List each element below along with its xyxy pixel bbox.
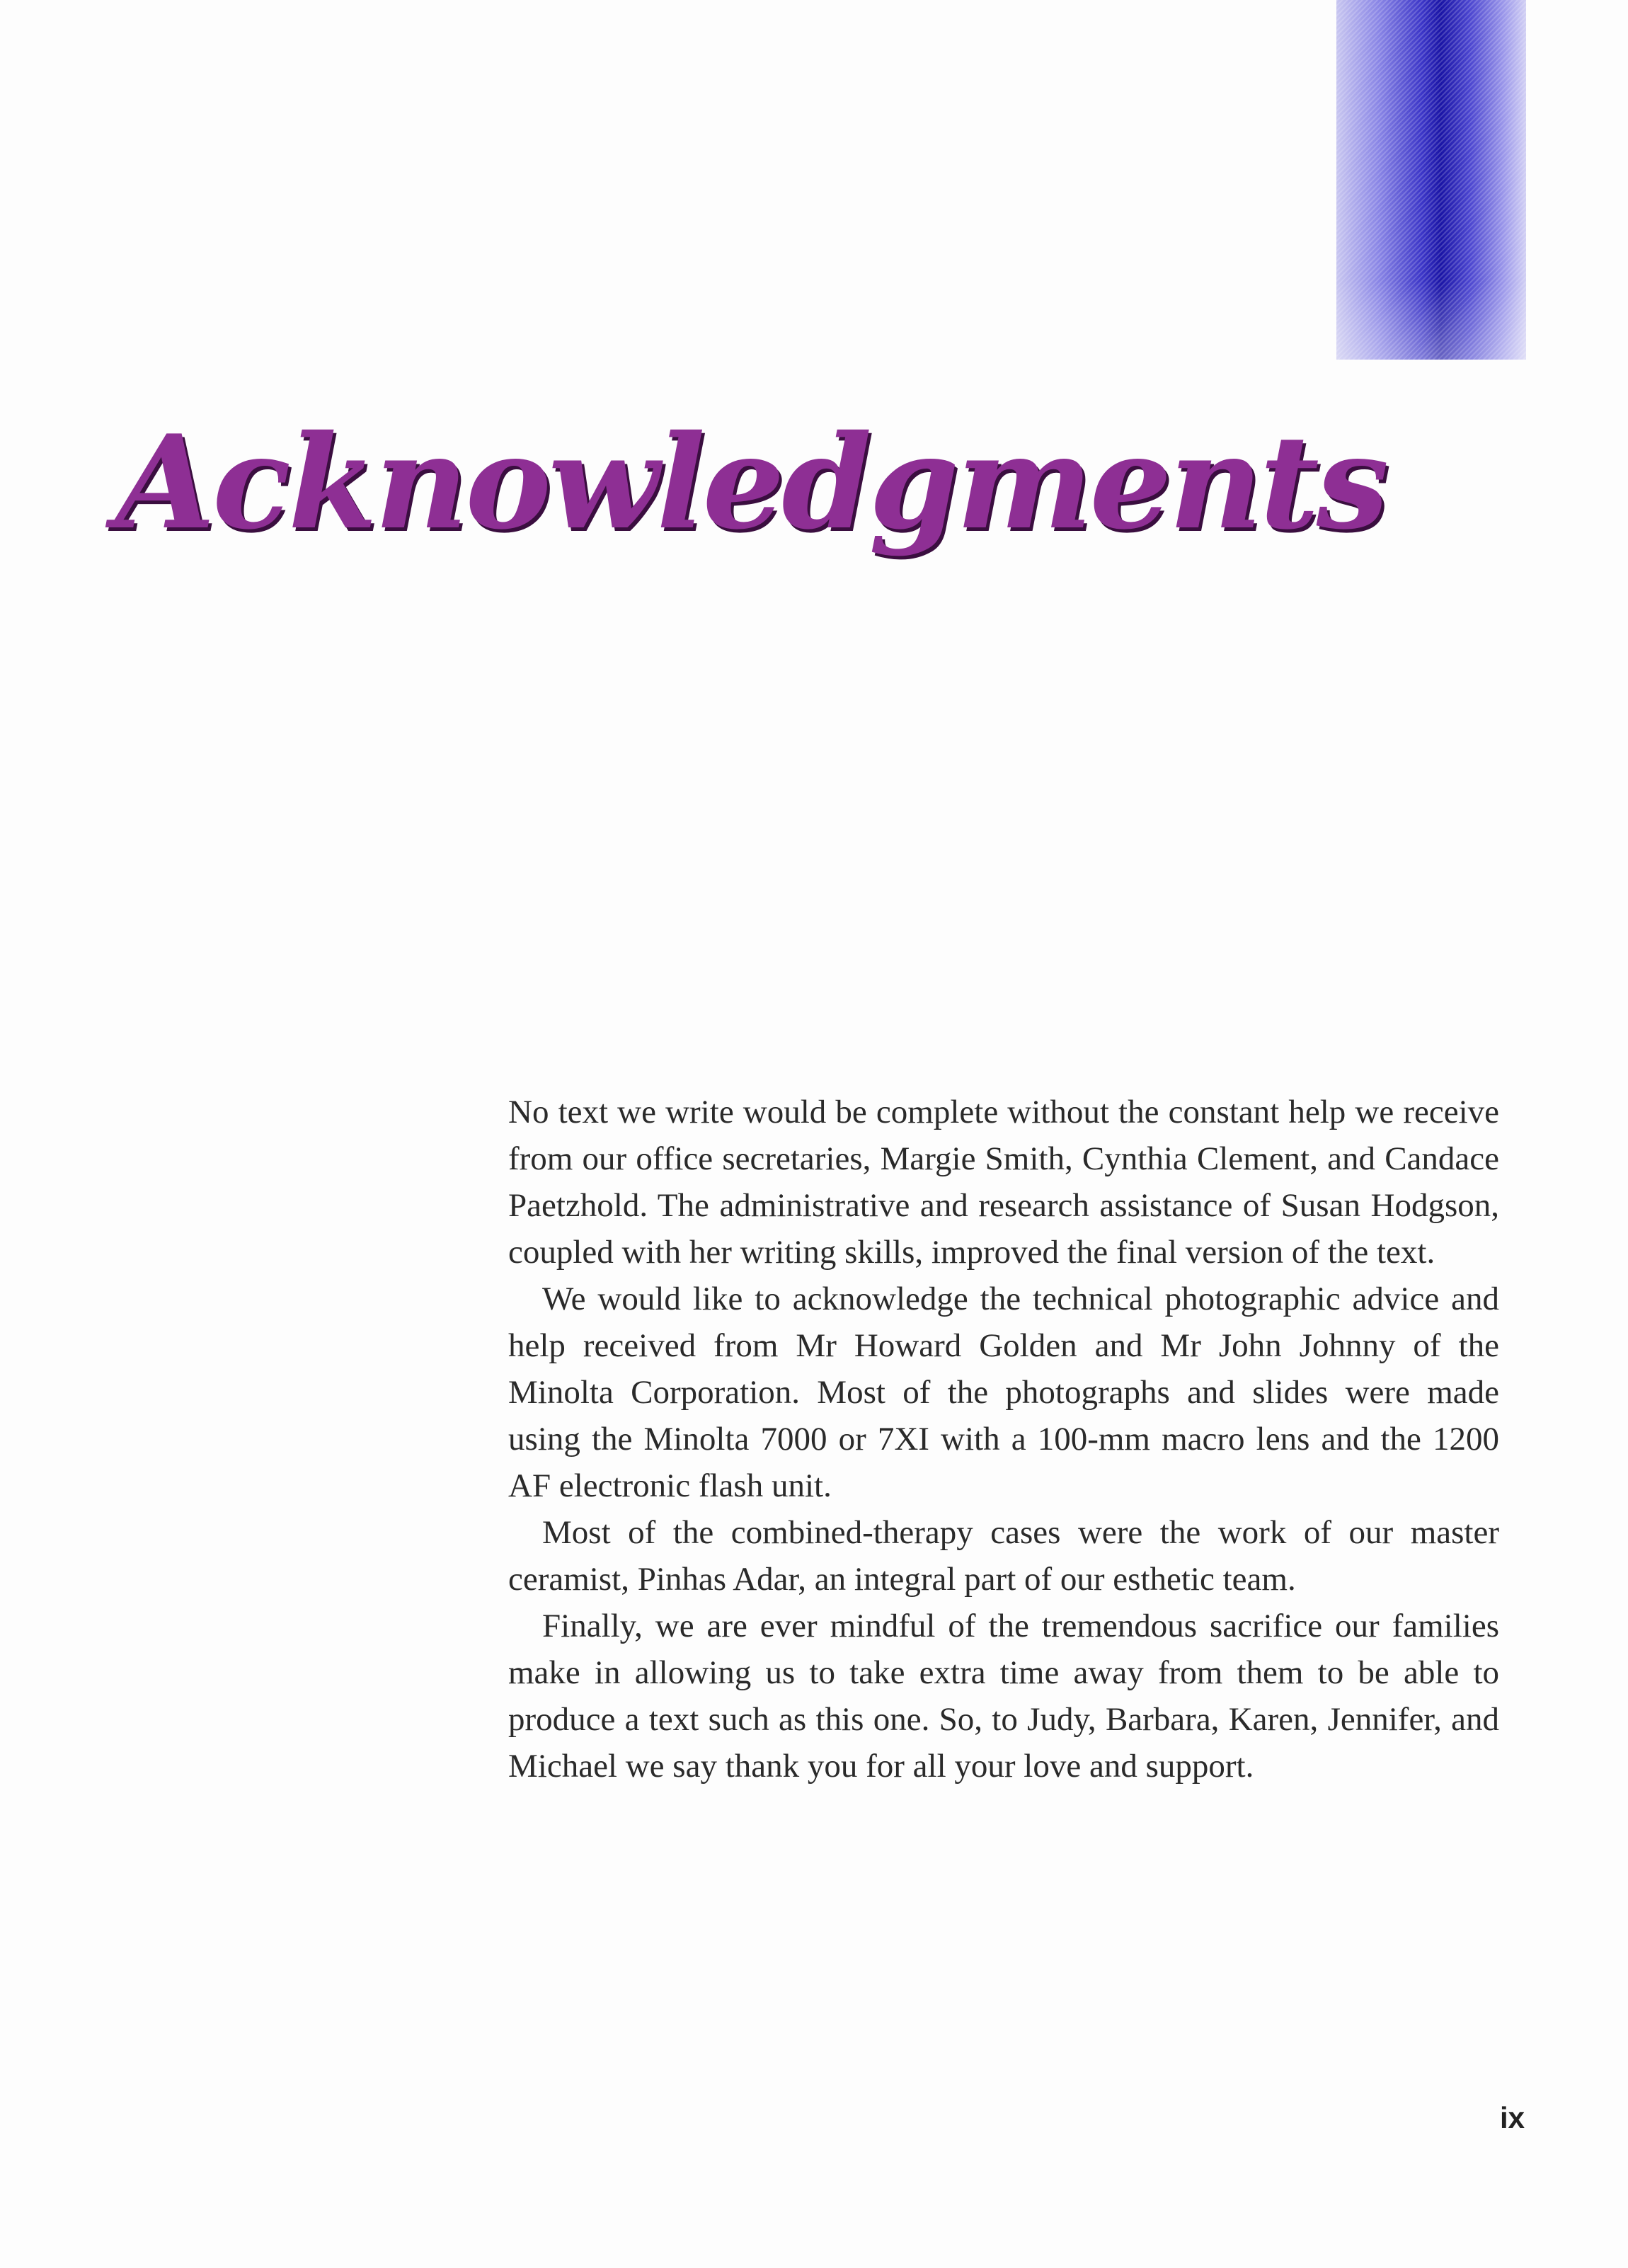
page-title: Acknowledgments: [115, 406, 1387, 558]
decorative-gradient-bar: [1336, 0, 1526, 360]
paragraph-1: No text we write would be complete without the constant help we receive from our office secretaries, Margie Smith, Cynthia Clement, and Candace Paetzhold. The administrative and research assistance of Susan Hodgson, coupled with her writing skills, improved the final version of the text.: [508, 1094, 1499, 1271]
paragraph-3: Most of the combined-therapy cases were the work of our master ceramist, Pinhas Adar, an integral part of our esthetic team.: [508, 1514, 1499, 1598]
page-number: ix: [1499, 2101, 1525, 2134]
acknowledgments-body: [508, 1089, 1499, 1789]
paragraph-4: Finally, we are ever mindful of the tremendous sacrifice our families make in allowing us to take extra time away from them to be able to produce a text such as this one. So, to Judy, Barbara, Karen, Jennifer, and Michael we say thank you for all your love and support.: [508, 1608, 1499, 1785]
paragraph-2: We would like to acknowledge the technical photographic advice and help received from Mr Howard Golden and Mr John Johnny of the Minolta Corporation. Most of the photographs and slides were made using the Minolta 7000 or 7XI with a 100-mm macro lens and the 1200 AF electronic flash unit.: [508, 1281, 1499, 1504]
